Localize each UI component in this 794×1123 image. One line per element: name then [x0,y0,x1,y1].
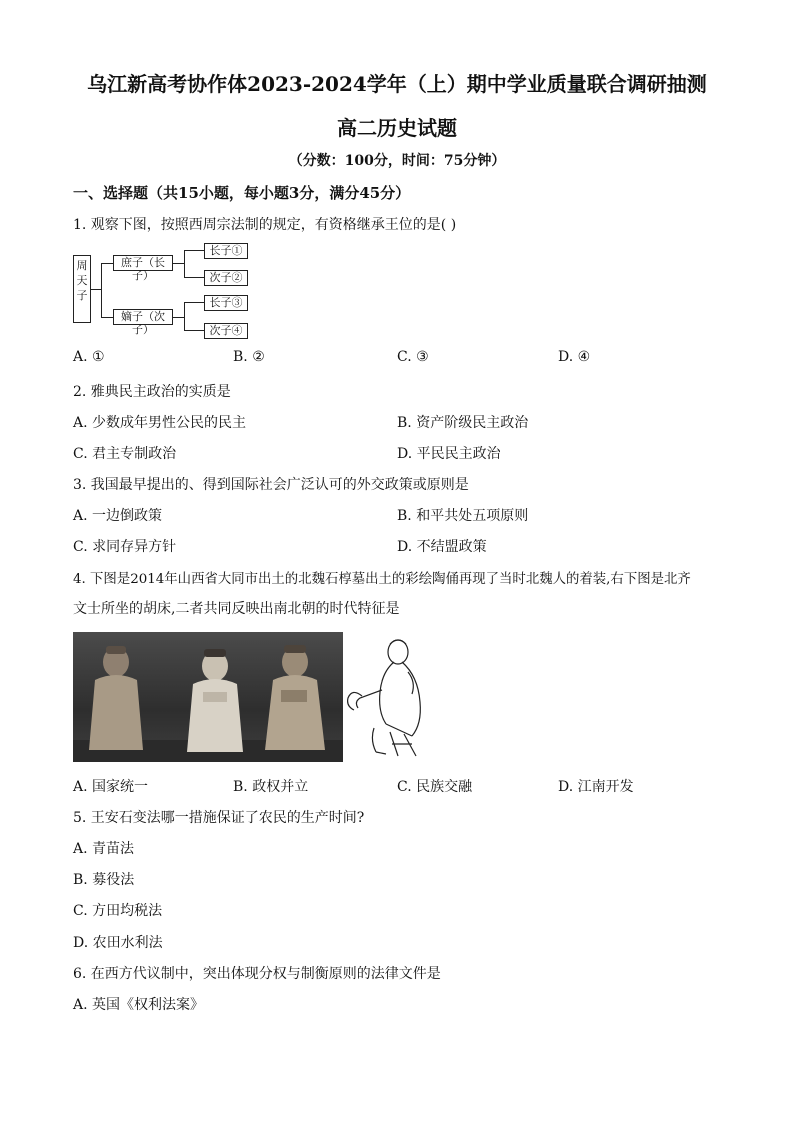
q2-option-c: C. 君主专制政治 [73,446,177,462]
q2-option-b: B. 资产阶级民主政治 [397,415,529,431]
section-title: 一、选择题（共15小题，每小题3分，满分45分） [73,184,411,202]
question-2-stem: 2. 雅典民主政治的实质是 [73,384,231,400]
scholar-on-stool-sketch [346,632,432,762]
diagram-branch-1: 庶子（长子） [113,255,173,271]
question-1-stem: 1. 观察下图，按照西周宗法制的规定，有资格继承王位的是( ) [73,217,457,233]
question-4-stem-line1: 4. 下图是2014年山西省大同市出土的北魏石椁墓出土的彩绘陶俑再现了当时北魏人的着装,右下图是北齐 [73,572,691,587]
question-6-stem: 6. 在西方代议制中，突出体现分权与制衡原则的法律文件是 [73,966,441,982]
q5-option-d: D. 农田水利法 [73,935,163,951]
question-3-stem: 3. 我国最早提出的、得到国际社会广泛认可的外交政策或原则是 [73,477,469,493]
figurine-right [265,645,325,750]
q2-option-a: A. 少数成年男性公民的民主 [73,415,247,431]
figurine-middle [187,649,243,752]
lineage-diagram [73,245,263,345]
figurine-left [89,646,143,750]
q2-option-d: D. 平民民主政治 [397,446,501,462]
exam-title: 乌江新高考协作体2023-2024学年（上）期中学业质量联合调研抽测 [87,72,707,96]
q1-option-a: A. ① [73,349,105,365]
diagram-branch-2: 嫡子（次子） [113,309,173,325]
diagram-leaf-1: 长子① [204,243,248,259]
q4-option-a: A. 国家统一 [73,779,149,795]
q6-option-a: A. 英国《权利法案》 [73,997,205,1013]
q1-option-d: D. ④ [558,349,591,365]
q1-option-b: B. ② [233,349,265,365]
diagram-leaf-4: 次子④ [204,323,248,339]
exam-subtitle: 高二历史试题 [337,116,457,140]
diagram-leaf-2: 次子② [204,270,248,286]
diagram-leaf-3: 长子③ [204,295,248,311]
q5-option-a: A. 青苗法 [73,841,135,857]
figurines-illustration [73,632,343,762]
q5-option-b: B. 募役法 [73,872,135,888]
q3-option-a: A. 一边倒政策 [73,508,163,524]
q3-option-d: D. 不结盟政策 [397,539,487,555]
q1-option-c: C. ③ [397,349,429,365]
q3-option-c: C. 求同存异方针 [73,539,177,555]
q5-option-c: C. 方田均税法 [73,903,163,919]
score-info: （分数：100分，时间：75分钟） [288,153,506,169]
q4-option-d: D. 江南开发 [558,779,634,795]
scholar-illustration [346,632,432,762]
question-5-stem: 5. 王安石变法哪一措施保证了农民的生产时间? [73,810,365,826]
diagram-root: 周天子 [73,255,91,323]
q4-option-b: B. 政权并立 [233,779,309,795]
question-4-stem-line2: 文士所坐的胡床,二者共同反映出南北朝的时代特征是 [73,601,400,617]
q4-option-c: C. 民族交融 [397,779,473,795]
pottery-figurines-photo [73,632,343,762]
q3-option-b: B. 和平共处五项原则 [397,508,529,524]
